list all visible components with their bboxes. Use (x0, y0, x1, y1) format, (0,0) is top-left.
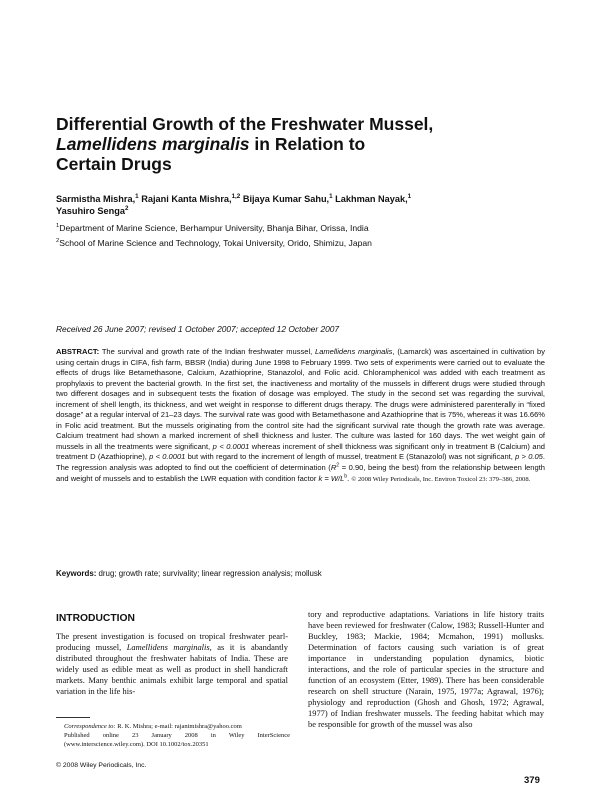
author-affiliation-mark: 1,2 (231, 192, 241, 200)
body-column-right: tory and reproductive adaptations. Variations in life history traits have been reviewed for freshwater (Calow, 1983; Russell-Hunter and Buckley, 1983; Mackie, 1984; Mcmahon, 1991) mollusks. Determination of factors causing such variation is of great importance in understanding population dynamics, biotic interactions, and the role of particular species in the structure and function of an ecosystem (Etter, 1989). There has been considerable research on shell structure (Narain, 1975, 1977a; Agrawal, 1976); physiology and reproduction (Ghosh and Ghosh, 1972; Agrawal, 1977) of Indian freshwater mussels. The feeding habitat which may be responsible for growth of the mussel was also (308, 609, 544, 730)
section-heading-introduction: INTRODUCTION (56, 613, 135, 624)
affiliation-text: School of Marine Science and Technology, Tokai University, Orido, Shimizu, Japan (59, 238, 372, 248)
author-name: Sarmistha Mishra, (56, 194, 136, 204)
author-affiliation-mark: 1 (407, 192, 412, 200)
page-number: 379 (524, 775, 540, 786)
abstract-equation: k = W/L (318, 473, 345, 483)
keywords (56, 569, 545, 578)
abstract-text: The survival and growth rate of the Indian freshwater mussel, (99, 347, 315, 356)
author-list (56, 193, 536, 217)
abstract-text: but with regard to the increment of length of mussel, treatment E (Stanazolol) was not significant, (185, 452, 516, 462)
body-text: The present investigation is focused on tropical freshwater pearl-producing mussel, (56, 631, 288, 653)
abstract-label: ABSTRACT: (56, 347, 100, 356)
author-name: Rajani Kanta Mishra, (138, 194, 232, 204)
abstract-text: whereas increment of shell thickness was significant only in treatment B (Calcium) and treatment D (Azathioprine), (56, 441, 545, 462)
title-line-1: Differential Growth of the Freshwater Mussel, (56, 114, 434, 134)
affiliation-mark: 1 (56, 223, 60, 230)
abstract-text: , (Lamarck) was ascertained in cultivation by using certain drugs in CIFA, fish farm, BBSR (India) during June 1998 to February 1999. Two sets of experiments were carried out to evaluate the effects of drugs like Betamethasone, Calcium, Azathioprine, Stanazolol, and Folic acid. Chloramphenicol was added with each treatment as prophylaxis to prevent the bacterial growth. In the first set, the inactiveness and mortality of the mussels in different drugs were studied through two different dosages and in subsequent tests the fixation of dosage was employed. The study in the second set was regarding the survival, increment of shell length, its thickness, and wet weight in response to different drugs therapy. The drugs were administered parenterally in “fixed dosage” at a regular interval of 21–23 days. The survival rate was good with Betamethasone and Azathioprine that is 75%, whereas it was 16.66% in Folic acid treatment. But the mussels originating from the control site had the significant survival rate though the growth rate was average. Calcium treatment had shown a marked increment of shell thickness and luster. The culture was lasted for 160 days. The wet weight gain of mussels in all the treatments were significant, (56, 347, 546, 451)
affiliation-text: Department of Marine Science, Berhampur University, Bhanja Bihar, Orissa, India (59, 223, 369, 233)
abstract-pvalue: p < 0.0001 (149, 452, 186, 462)
title-species: Lamellidens marginalis (56, 134, 250, 154)
keywords-label: Keywords: (56, 569, 97, 578)
article-title (56, 114, 496, 174)
affiliation (56, 238, 546, 249)
keywords-text: drug; growth rate; survivality; linear regression analysis; mollusk (96, 569, 322, 578)
footnote-divider (56, 717, 90, 718)
author-affiliation-mark: 1 (329, 192, 333, 200)
author-affiliation-mark: 2 (124, 204, 129, 212)
abstract-r2-exponent: 2 (336, 462, 340, 469)
abstract-pvalue: p > 0.05 (515, 452, 543, 462)
abstract (56, 347, 545, 485)
abstract-pvalue: p < 0.0001 (212, 441, 250, 451)
received-dates: Received 26 June 2007; revised 1 October 2007; accepted 12 October 2007 (56, 324, 340, 334)
correspondence-label: Correspondence to: (64, 723, 116, 730)
author-name: Lakhman Nayak, (332, 194, 408, 204)
publication-info: Published online 23 January 2008 in Wiley InterScience (www.interscience.wiley.com). DOI 10.1002/tox.20351 (64, 732, 290, 748)
abstract-copyright: © 2008 Wiley Periodicals, Inc. Environ Toxicol 23: 379–386, 2008. (351, 475, 531, 483)
abstract-text: . (347, 473, 352, 483)
title-line-3: Certain Drugs (56, 154, 172, 174)
abstract-text: = 0.90, being the best) from the relationship between length and weight of mussels and to establish the LWR equation with condition factor (56, 463, 545, 483)
author-name: Yasuhiro Senga (56, 206, 125, 216)
author-affiliation-mark: 1 (135, 192, 139, 200)
title-line-2: in Relation to (249, 134, 366, 154)
abstract-equation-exponent: b (344, 473, 348, 480)
body-species: Lamellidens marginalis, (126, 642, 212, 653)
affiliation-mark: 2 (56, 238, 60, 245)
footer-copyright: © 2008 Wiley Periodicals, Inc. (56, 762, 147, 769)
correspondence-text: R. K. Mishra; e-mail: rajanimishra@yahoo.com (115, 723, 242, 730)
author-name: Bijaya Kumar Sahu, (240, 194, 330, 204)
abstract-species: Lamellidens marginalis (315, 347, 393, 356)
body-column-left (56, 631, 288, 697)
abstract-text: . The regression analysis was adopted to find out the coefficient of determination ( (56, 452, 545, 473)
body-text: as it is abandantly distributed throughout the freshwater habitats of India. These are widely used as edible meat as well as product in shell handicraft markets. Many benthic animals exhibit large temporal and spatial variation in the life his- (56, 642, 288, 697)
correspondence-footnote (64, 722, 290, 749)
abstract-r2: R (330, 463, 337, 473)
affiliation (56, 223, 546, 234)
